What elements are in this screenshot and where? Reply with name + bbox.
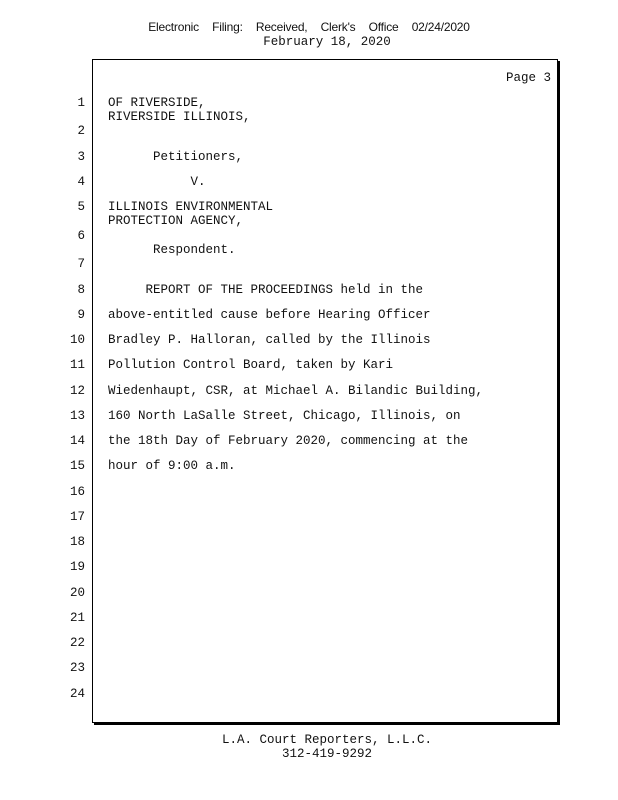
line-number: 2 xyxy=(77,124,85,138)
footer-phone: 312-419-9292 xyxy=(281,747,372,761)
filing-stamp-part: Filing: xyxy=(212,20,243,34)
filing-stamp-part: Clerk's xyxy=(320,20,356,34)
footer-company: L.A. Court Reporters, L.L.C. xyxy=(221,733,433,747)
line-number: 16 xyxy=(69,485,85,499)
line-number: 12 xyxy=(69,384,85,398)
line-number: 3 xyxy=(77,150,85,164)
line-text: hour of 9:00 a.m. xyxy=(108,459,236,473)
line-text: 160 North LaSalle Street, Chicago, Illinois, on xyxy=(108,409,461,423)
line-number: 20 xyxy=(69,586,85,600)
line-text: Petitioners, xyxy=(108,150,244,164)
line-number: 4 xyxy=(77,175,85,189)
line-text: ILLINOIS ENVIRONMENTAL xyxy=(108,200,274,214)
filing-stamp-part: 02/24/2020 xyxy=(411,20,470,34)
filing-stamp-part: Electronic xyxy=(148,20,199,34)
line-number: 19 xyxy=(69,560,85,574)
line-text: Pollution Control Board, taken by Kari xyxy=(108,358,394,372)
line-number: 9 xyxy=(77,308,85,322)
line-text: V. xyxy=(108,175,206,189)
line-number: 14 xyxy=(69,434,85,448)
line-text: Respondent. xyxy=(108,243,236,257)
line-number: 23 xyxy=(69,661,85,675)
line-number: 5 xyxy=(77,200,85,214)
line-text: PROTECTION AGENCY, xyxy=(108,214,244,228)
filing-stamp-part: Received, xyxy=(255,20,308,34)
line-text: OF RIVERSIDE, xyxy=(108,96,206,110)
line-number: 7 xyxy=(77,257,85,271)
line-number: 13 xyxy=(69,409,85,423)
filing-stamp-part: Office xyxy=(368,20,399,34)
page-number: Page 3 xyxy=(505,71,551,85)
line-text: Bradley P. Halloran, called by the Illinois xyxy=(108,333,431,347)
line-number: 15 xyxy=(69,459,85,473)
line-text: RIVERSIDE ILLINOIS, xyxy=(108,110,251,124)
line-text: above-entitled cause before Hearing Officer xyxy=(108,308,431,322)
line-number: 1 xyxy=(77,96,85,110)
line-number: 21 xyxy=(69,611,85,625)
line-number: 6 xyxy=(77,229,85,243)
line-number: 24 xyxy=(69,687,85,701)
line-text: Wiedenhaupt, CSR, at Michael A. Bilandic Building, xyxy=(108,384,484,398)
line-number: 11 xyxy=(69,358,85,372)
filing-stamp xyxy=(0,20,618,34)
line-number: 17 xyxy=(69,510,85,524)
line-number: 8 xyxy=(77,283,85,297)
line-number: 10 xyxy=(69,333,85,347)
line-text: the 18th Day of February 2020, commencing at the xyxy=(108,434,469,448)
line-number: 18 xyxy=(69,535,85,549)
line-text: REPORT OF THE PROCEEDINGS held in the xyxy=(108,283,424,297)
line-number: 22 xyxy=(69,636,85,650)
header-date: February 18, 2020 xyxy=(263,35,391,49)
